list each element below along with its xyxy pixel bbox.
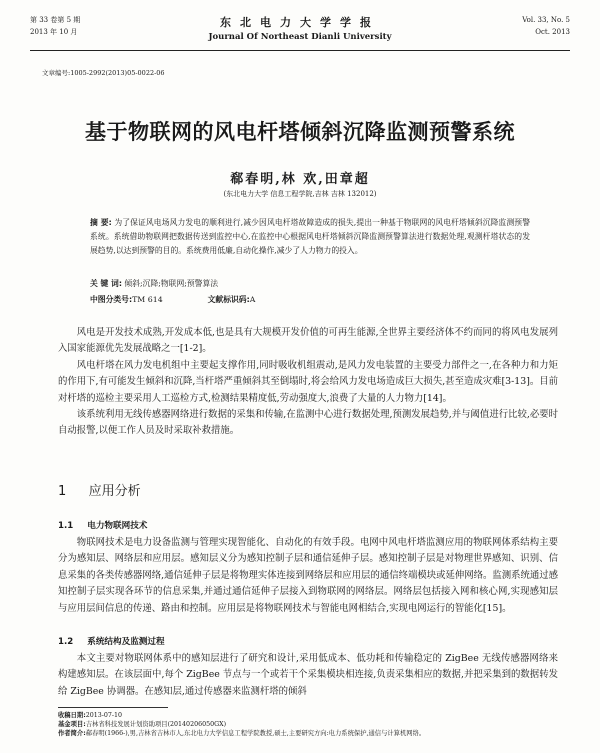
section-title: 应用分析 (88, 484, 141, 499)
running-header (30, 14, 570, 50)
keywords-text: 倾斜;沉降;物联网;预警算法 (124, 279, 219, 288)
doc-code-label: 文献标识码: (207, 295, 250, 304)
affiliation: (东北电力大学 信息工程学院,吉林 吉林 132012) (223, 190, 377, 198)
issue-date-en: Oct. 2013 (535, 28, 570, 36)
subsection-body (58, 535, 558, 617)
subsection-number: 1.1 (58, 521, 74, 531)
footnote-rule (58, 707, 168, 708)
keywords (90, 278, 530, 289)
journal-name-cn: 东北电力大学学报 (220, 16, 380, 29)
abstract-label: 摘 要: (90, 218, 112, 227)
intro-paragraph: 风电是开发技术成熟,开发成本低,也是具有大规模开发价值的可再生能源,全世界主要经济体不约而同的将风电发展列入国家能源优先发展战略之一[1-2]。 (58, 327, 558, 355)
doc-code-value: A (249, 295, 256, 304)
body-paragraph: 本文主要对物联网体系中的感知层进行了研究和设计,采用低成本、低功耗和传输稳定的 ZigBee 无线传感器网络来构建感知层。在该层面中,每个 ZigBee 节点与一个或若干个采集模块相连接,负责采集相应的数据,并把采集到的数据转发给 ZigBee 协调器。在感知层,通过传感器来监测杆塔的倾斜 (58, 653, 558, 697)
subsection-heading (58, 635, 165, 647)
journal-name-en: Journal Of Northeast Dianli University (208, 32, 392, 42)
issue-info-en (522, 14, 570, 38)
footnote (58, 711, 558, 739)
clc-label: 中图分类号: (90, 295, 133, 304)
subsection-body (58, 651, 558, 700)
section-heading (58, 480, 141, 499)
intro-paragraph: 该系统利用无线传感器网络进行数据的采集和传输,在监测中心进行数据处理,预测发展趋势,并与阈值进行比较,必要时自动报警,以便工作人员及时采取补救措施。 (58, 409, 558, 437)
fund-info: 基金项目:吉林省科技发展计划资助项目(20140206050GX) (58, 721, 227, 729)
volume-issue: 第 33 卷第 5 期 (30, 16, 81, 24)
intro-paragraph: 风电杆塔在风力发电机组中主要起支撑作用,同时吸收机组震动,是风力发电装置的主要受力部件之一,在各种力和力矩的作用下,有可能发生倾斜和沉降,当杆塔严重倾斜其至倒塌时,将会给风力发电场造成巨大损失,甚至造成灾难[3-13]。目前对杆塔的巡检主要采用人工巡检方式,检测结果精度低,劳动强度大,浪费了大量的人力物力[14]。 (58, 359, 558, 404)
section-number: 1 (58, 484, 67, 499)
clc-value: TM 614 (132, 295, 163, 304)
author-list: 郗春明,林 欢,田章超 (230, 172, 370, 187)
subsection-title: 系统结构及监测过程 (87, 637, 165, 647)
abstract (90, 216, 530, 258)
abstract-text: 为了保证风电场风力发电的顺利进行,减少因风电杆塔故障造成的损失,提出一种基于物联网的风电杆塔倾斜沉降监测预警系统。系统借助物联网把数据传送到监控中心,在监控中心根据风电杆塔倾斜沉降监测预警算法进行数据处理,观测杆塔状态的发展趋势,以达到预警的目的。系统费用低廉,自动化操作,减少了人力物力的投入。 (90, 218, 531, 255)
keywords-label: 关 键 词: (90, 279, 122, 288)
subsection-title: 电力物联网技术 (87, 521, 148, 531)
received-date: 收稿日期:2013-07-10 (58, 712, 123, 719)
body-paragraph: 物联网技术是电力设备监测与管理实现智能化、自动化的有效手段。电网中风电杆塔监测应用的物联网体系结构主要分为感知层、网络层和应用层。感知层义分为感知控制子层和通信延伸子层。感知控制子层是对物理世界感知、识别、信息采集的各类传感器网络,通信延伸子层是将物理实体连接到网络层和应用层的通信终端模块或延伸网络。监测系统通过感知控制子层实现各环节的信息采集,并通过通信延伸子层接入到物联网的网络层。网络层包括接入网和核心网,实现感知层与应用层间信息的传递、路由和控制。应用层是将物联网技术与智能电网相结合,实现电网运行的智能化[15]。 (58, 537, 558, 614)
classification (90, 294, 530, 305)
paper-title: 基于物联网的风电杆塔倾斜沉降监测预警系统 (85, 120, 515, 144)
author-bio: 作者简介:郗春明(1966-),男,吉林省吉林市人,东北电力大学信息工程学院教授,硕士,主要研究方向:电力系统保护,通信与计算机网络。 (58, 730, 426, 738)
subsection-number: 1.2 (58, 637, 74, 647)
volume-issue-en: Vol. 33, No. 5 (522, 16, 570, 24)
journal-name (30, 14, 570, 42)
intro-section (58, 325, 558, 440)
article-number: 文章编号:1005-2992(2013)05-0022-06 (42, 69, 165, 77)
issue-date: 2013 年 10 月 (30, 28, 78, 36)
header-rule (30, 50, 570, 51)
subsection-heading (58, 519, 147, 531)
